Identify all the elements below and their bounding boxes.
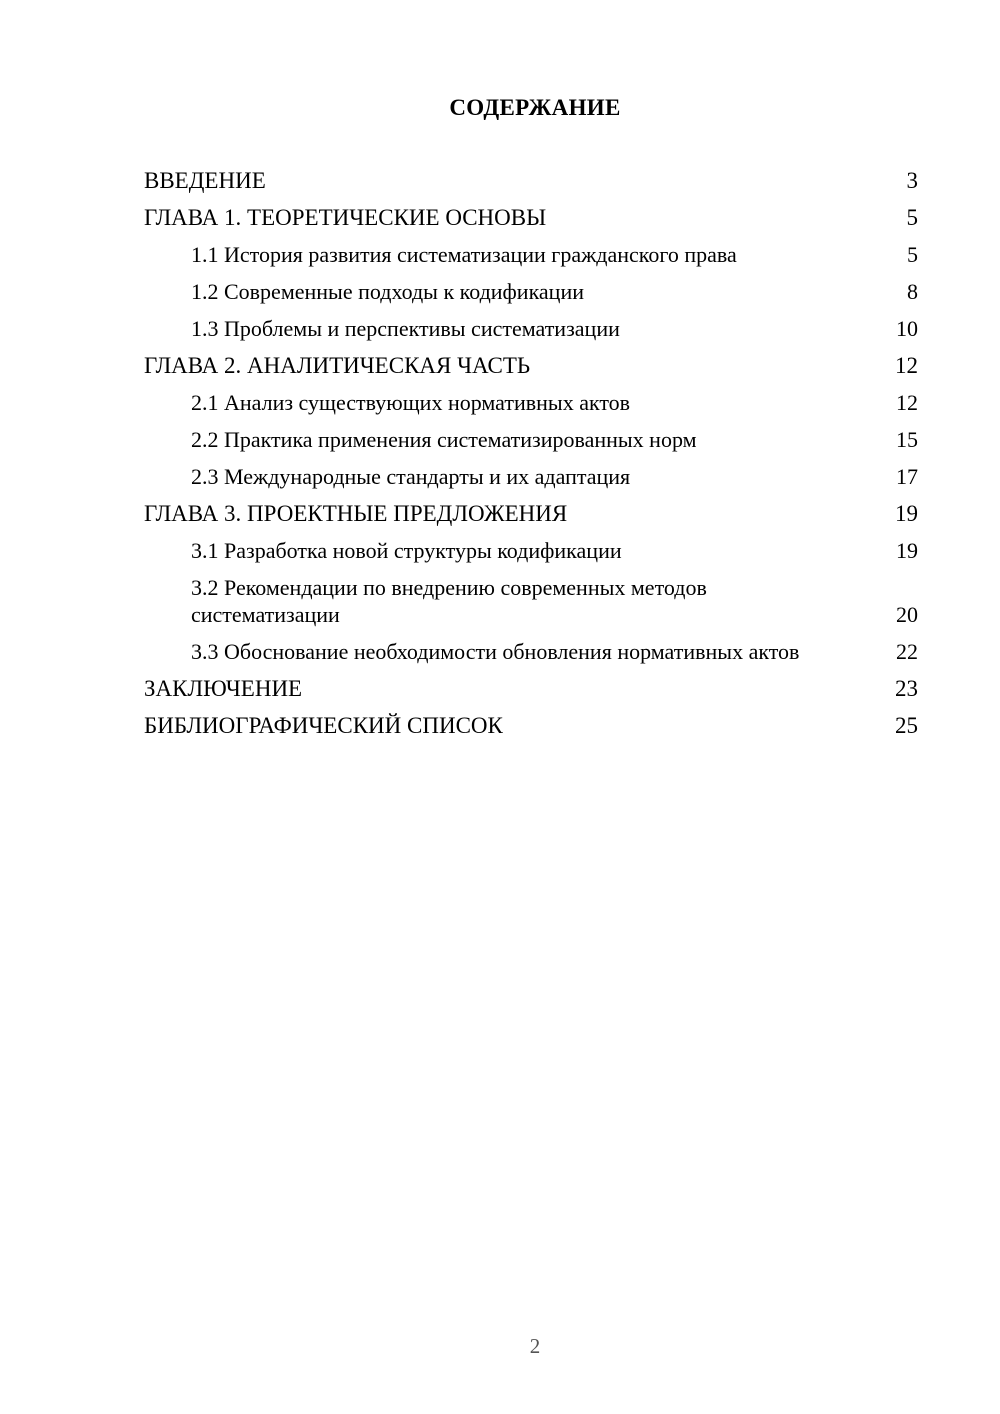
toc-entry-page: 5 bbox=[906, 205, 918, 230]
page-number: 2 bbox=[529, 1334, 541, 1358]
toc-entry-title: 2.3 Международные стандарты и их адаптация bbox=[191, 464, 631, 489]
toc-entry-section-2-1[interactable] bbox=[144, 389, 918, 416]
toc-entry-page: 25 bbox=[895, 713, 918, 738]
toc-entry-section-3-3[interactable] bbox=[144, 638, 918, 665]
toc-entry-page: 17 bbox=[896, 464, 918, 489]
toc-entry-page: 12 bbox=[896, 390, 918, 415]
table-of-contents bbox=[144, 167, 918, 749]
toc-entry-title: 1.3 Проблемы и перспективы систематизации bbox=[191, 316, 620, 341]
toc-entry-chapter-2[interactable] bbox=[144, 352, 918, 379]
toc-entry-section-3-2[interactable] bbox=[144, 574, 918, 628]
toc-entry-page: 15 bbox=[896, 427, 918, 452]
toc-entry-page: 19 bbox=[896, 538, 918, 563]
toc-entry-introduction[interactable] bbox=[144, 167, 918, 194]
toc-entry-title: 1.1 История развития систематизации гражданского права bbox=[191, 242, 737, 267]
toc-entry-page: 10 bbox=[896, 316, 918, 341]
toc-entry-page: 5 bbox=[907, 242, 918, 267]
toc-entry-page: 20 bbox=[896, 602, 918, 627]
toc-entry-title: 3.1 Разработка новой структуры кодификации bbox=[191, 538, 622, 563]
toc-entry-title: ГЛАВА 2. АНАЛИТИЧЕСКАЯ ЧАСТЬ bbox=[144, 353, 531, 378]
toc-entry-section-3-1[interactable] bbox=[144, 537, 918, 564]
toc-entry-page: 22 bbox=[896, 639, 918, 664]
toc-entry-title: ЗАКЛЮЧЕНИЕ bbox=[144, 676, 303, 701]
toc-entry-chapter-3[interactable] bbox=[144, 500, 918, 527]
toc-entry-page: 12 bbox=[895, 353, 918, 378]
toc-entry-section-1-1[interactable] bbox=[144, 241, 918, 268]
toc-entry-chapter-1[interactable] bbox=[144, 204, 918, 231]
toc-entry-page: 3 bbox=[906, 168, 918, 193]
page-title: СОДЕРЖАНИЕ bbox=[449, 95, 621, 120]
toc-entry-title: ГЛАВА 3. ПРОЕКТНЫЕ ПРЕДЛОЖЕНИЯ bbox=[144, 501, 568, 526]
toc-entry-title: ВВЕДЕНИЕ bbox=[144, 168, 266, 193]
toc-entry-title: 1.2 Современные подходы к кодификации bbox=[191, 279, 585, 304]
toc-entry-page: 8 bbox=[907, 279, 918, 304]
toc-entry-page: 19 bbox=[895, 501, 918, 526]
toc-entry-section-2-3[interactable] bbox=[144, 463, 918, 490]
toc-entry-bibliography[interactable] bbox=[144, 712, 918, 739]
toc-entry-page: 23 bbox=[895, 676, 918, 701]
toc-entry-title: 2.1 Анализ существующих нормативных актов bbox=[191, 390, 631, 415]
toc-entry-title: 3.2 Рекомендации по внедрению современных методов систематизации bbox=[191, 575, 707, 627]
toc-entry-title: ГЛАВА 1. ТЕОРЕТИЧЕСКИЕ ОСНОВЫ bbox=[144, 205, 547, 230]
toc-entry-title: 2.2 Практика применения систематизированных норм bbox=[191, 427, 697, 452]
toc-entry-section-1-3[interactable] bbox=[144, 315, 918, 342]
toc-entry-title: 3.3 Обоснование необходимости обновления нормативных актов bbox=[191, 639, 800, 664]
toc-entry-title: БИБЛИОГРАФИЧЕСКИЙ СПИСОК bbox=[144, 713, 503, 738]
toc-entry-section-1-2[interactable] bbox=[144, 278, 918, 305]
toc-entry-section-2-2[interactable] bbox=[144, 426, 918, 453]
toc-entry-conclusion[interactable] bbox=[144, 675, 918, 702]
